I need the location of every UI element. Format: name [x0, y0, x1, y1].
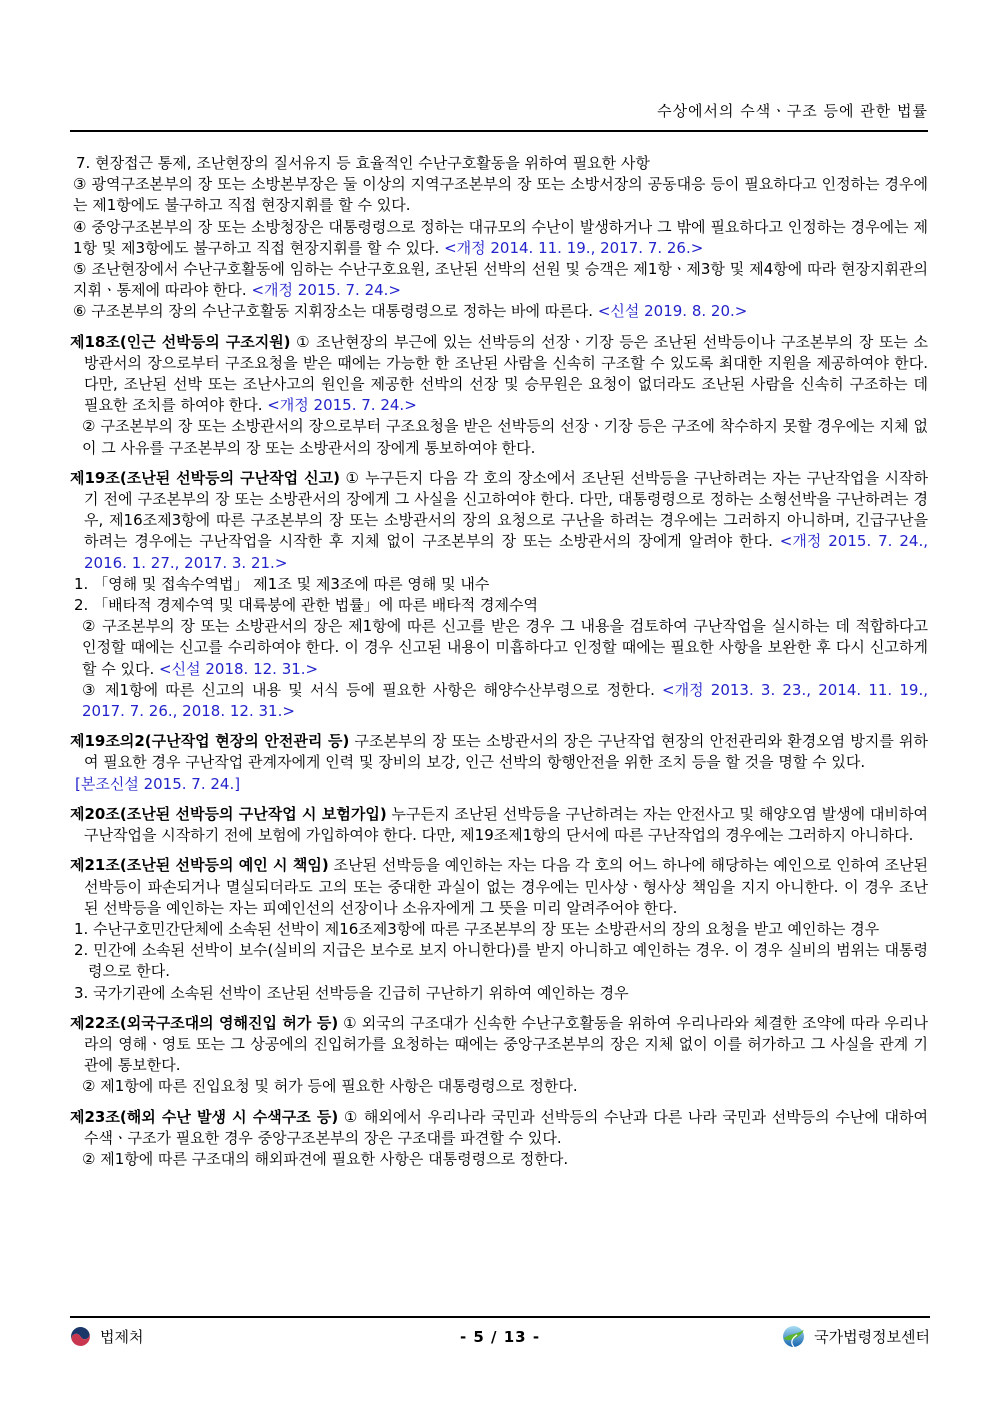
article-heading: 제19조(조난된 선박등의 구난작업 신고) [70, 468, 340, 487]
law-text: ③ 광역구조본부의 장 또는 소방본부장은 둘 이상의 지역구조본부의 장 또는 소방서장의 공동대응 등이 필요하다고 인정하는 경우에는 제1항에도 불구하고 직접 현장지휘를 할 수 있다. [73, 175, 928, 215]
law-article-paragraph [70, 804, 928, 846]
law-paragraph [74, 983, 928, 1004]
article-heading: 제19조의2(구난작업 현장의 안전관리 등) [70, 732, 350, 751]
law-text: 7. 현장접근 통제, 조난현장의 질서유지 등 효율적인 수난구호활동을 위하여 필요한 사항 [76, 154, 650, 172]
law-text: ① 외국의 구조대가 신속한 수난구호활동을 위하여 우리나라와 체결한 조약에 따라 우리나라의 영해ㆍ영토 또는 그 상공에의 진입허가를 요청하는 때에는 중앙구조본부의 장은 지체 없이 이를 허가하고 그 사실을 관계 기관에 통보한다. [84, 1013, 928, 1075]
law-paragraph [73, 301, 928, 322]
document-title: 수상에서의 수색ㆍ구조 등에 관한 법률 [657, 102, 928, 120]
page-number: - 5 / 13 - [459, 1327, 541, 1346]
amendment-note: <개정 2015. 7. 24., 2016. 1. 27., 2017. 3. 21.> [84, 532, 928, 572]
footer-left-label: 법제처 [100, 1328, 144, 1346]
law-paragraph [82, 616, 928, 680]
law-text: 누구든지 조난된 선박등을 구난하려는 자는 안전사고 및 해양오염 발생에 대비하여 구난작업을 시작하기 전에 보험에 가입하여야 한다. 다만, 제19조제1항의 단서에 따른 구난작업의 경우에는 그러하지 아니하다. [84, 804, 928, 845]
law-paragraph [82, 1076, 928, 1097]
law-article-paragraph [70, 1107, 928, 1149]
law-text: 구조본부의 장 또는 소방관서의 장은 구난작업 현장의 안전관리와 환경오염 방지를 위하여 필요한 경우 구난작업 관계자에게 인력 및 장비의 보강, 인근 선박의 항행안전을 위한 조치 등을 할 것을 명할 수 있다. [84, 732, 928, 772]
law-text: ① 조난현장의 부근에 있는 선박등의 선장ㆍ기장 등은 조난된 선박등이나 구조본부의 장 또는 소방관서의 장으로부터 구조요청을 받은 때에는 가능한 한 조난된 사람을 신속히 구조할 수 있도록 최대한 지원을 제공하여야 한다. 다만, 조난된 선박 또는 조난사고의 원인을 제공한 선박의 선장 및 승무원은 요청이 없더라도 조난된 사람을 신속히 구조하는 데 필요한 조치를 하여야 한다. [84, 332, 928, 415]
law-text: 2. 민간에 소속된 선박이 보수(실비의 지급은 보수로 보지 아니한다)를 받지 아니하고 예인하는 경우. 이 경우 실비의 범위는 대통령령으로 한다. [74, 941, 928, 981]
document-body [70, 153, 928, 1170]
law-article-paragraph [70, 731, 928, 773]
law-paragraph [75, 774, 928, 795]
law-paragraph [74, 574, 928, 595]
law-paragraph [73, 217, 928, 259]
law-article-paragraph [70, 332, 928, 417]
law-paragraph [74, 940, 928, 982]
law-text: ① 해외에서 우리나라 국민과 선박등의 수난과 다른 나라 국민과 선박등의 수난에 대하여 수색ㆍ구조가 필요한 경우 중앙구조본부의 장은 구조대를 파견할 수 있다. [84, 1107, 928, 1147]
law-paragraph [74, 595, 928, 616]
law-paragraph [76, 153, 928, 174]
law-center-globe-logo-icon [782, 1325, 805, 1348]
law-text: 2. 「배타적 경제수역 및 대륙붕에 관한 법률」에 따른 배타적 경제수역 [74, 596, 538, 615]
law-paragraph [82, 416, 928, 458]
footer-left [70, 1326, 460, 1347]
law-paragraph [82, 680, 928, 722]
amendment-note: <신설 2018. 12. 31.> [159, 659, 319, 678]
law-text: 1. 「영해 및 접속수역법」 제1조 및 제3조에 따른 영해 및 내수 [74, 574, 490, 593]
amendment-note: <개정 2015. 7. 24.> [267, 396, 417, 415]
law-text: 조난된 선박등을 예인하는 자는 다음 각 호의 어느 하나에 해당하는 예인으로 인하여 조난된 선박등이 파손되거나 멸실되더라도 고의 또는 중대한 과실이 없는 경우에는 민사상ㆍ형사상 책임을 지지 아니한다. 이 경우 조난된 선박등을 예인하는 자는 피예인선의 선장이나 소유자에게 그 뜻을 미리 알려주어야 한다. [84, 856, 928, 917]
law-text: 3. 국가기관에 소속된 선박이 조난된 선박등을 긴급히 구난하기 위하여 예인하는 경우 [74, 983, 629, 1002]
law-text: ⑥ 구조본부의 장의 수난구호활동 지휘장소는 대통령령으로 정하는 바에 따른다. [73, 302, 598, 321]
law-paragraph [82, 1149, 928, 1170]
footer-right [540, 1325, 930, 1348]
article-heading: 제23조(해외 수난 발생 시 수색구조 등) [70, 1107, 339, 1126]
page-footer [70, 1316, 930, 1348]
law-text: ② 구조본부의 장 또는 소방관서의 장은 제1항에 따른 신고를 받은 경우 그 내용을 검토하여 구난작업을 실시하는 데 적합하다고 인정할 때에는 신고를 수리하여야 한다. 이 경우 신고된 내용이 미흡하다고 인정할 때에는 필요한 사항을 보완한 후 다시 신고하게 할 수 있다. [82, 617, 928, 678]
law-text: ⑤ 조난현장에서 수난구호활동에 임하는 수난구호요원, 조난된 선박의 선원 및 승객은 제1항ㆍ제3항 및 제4항에 따라 현장지휘관의 지휘ㆍ통제에 따라야 한다. [73, 260, 928, 300]
amendment-note: <개정 2015. 7. 24.> [251, 281, 401, 300]
law-text: 1. 수난구호민간단체에 소속된 선박이 제16조제3항에 따른 구조본부의 장 또는 소방관서의 장의 요청을 받고 예인하는 경우 [74, 919, 880, 938]
article-heading: 제18조(인근 선박등의 구조지원) [70, 332, 291, 351]
law-text: ① 누구든지 다음 각 호의 장소에서 조난된 선박등을 구난하려는 자는 구난작업을 시작하기 전에 구조본부의 장 또는 소방관서의 장에게 그 사실을 신고하여야 한다. 다만, 대통령령으로 정하는 소형선박을 구난하려는 경우, 제16조제3항에 따른 구조본부의 장 또는 소방관서의 장의 요청으로 구난을 하려는 경우에는 그러하지 아니하며, 긴급구난을 하려는 경우에는 구난작업을 시작한 후 지체 없이 구조본부의 장 또는 소방관서의 장에게 알려야 한다. [84, 468, 928, 551]
article-heading: 제22조(외국구조대의 영해진입 허가 등) [70, 1013, 339, 1032]
page-header [70, 100, 928, 132]
law-text: ④ 중앙구조본부의 장 또는 소방청장은 대통령령으로 정하는 대규모의 수난이 발생하거나 그 밖에 필요하다고 인정하는 경우에는 제1항 및 제3항에도 불구하고 직접 현장지휘를 할 수 있다. [73, 217, 928, 257]
law-text: ③ 제1항에 따른 신고의 내용 및 서식 등에 필요한 사항은 해양수산부령으로 정한다. [82, 680, 663, 699]
amendment-note: [본조신설 2015. 7. 24.] [75, 774, 241, 793]
law-article-paragraph [70, 1013, 928, 1077]
footer-right-label: 국가법령정보센터 [814, 1328, 931, 1346]
law-article-paragraph [70, 468, 928, 574]
article-heading: 제20조(조난된 선박등의 구난작업 시 보험가입) [70, 804, 387, 823]
law-text: ② 제1항에 따른 진입요청 및 허가 등에 필요한 사항은 대통령령으로 정한다. [82, 1077, 578, 1096]
law-article-paragraph [70, 855, 928, 919]
moleg-taegeuk-logo-icon [70, 1326, 91, 1347]
amendment-note: <개정 2014. 11. 19., 2017. 7. 26.> [444, 238, 704, 257]
law-paragraph [74, 919, 928, 940]
law-text: ② 제1항에 따른 구조대의 해외파견에 필요한 사항은 대통령령으로 정한다. [82, 1149, 569, 1168]
law-paragraph [73, 174, 928, 216]
law-text: ② 구조본부의 장 또는 소방관서의 장으로부터 구조요청을 받은 선박등의 선장ㆍ기장 등은 구조에 착수하지 못할 경우에는 지체 없이 그 사유를 구조본부의 장 또는 소방관서의 장에게 통보하여야 한다. [82, 417, 928, 457]
law-paragraph [73, 259, 928, 301]
article-heading: 제21조(조난된 선박등의 예인 시 책임) [70, 856, 329, 875]
amendment-note: <신설 2019. 8. 20.> [597, 302, 748, 321]
amendment-note: <개정 2013. 3. 23., 2014. 11. 19., 2017. 7. 26., 2018. 12. 31.> [82, 680, 928, 721]
